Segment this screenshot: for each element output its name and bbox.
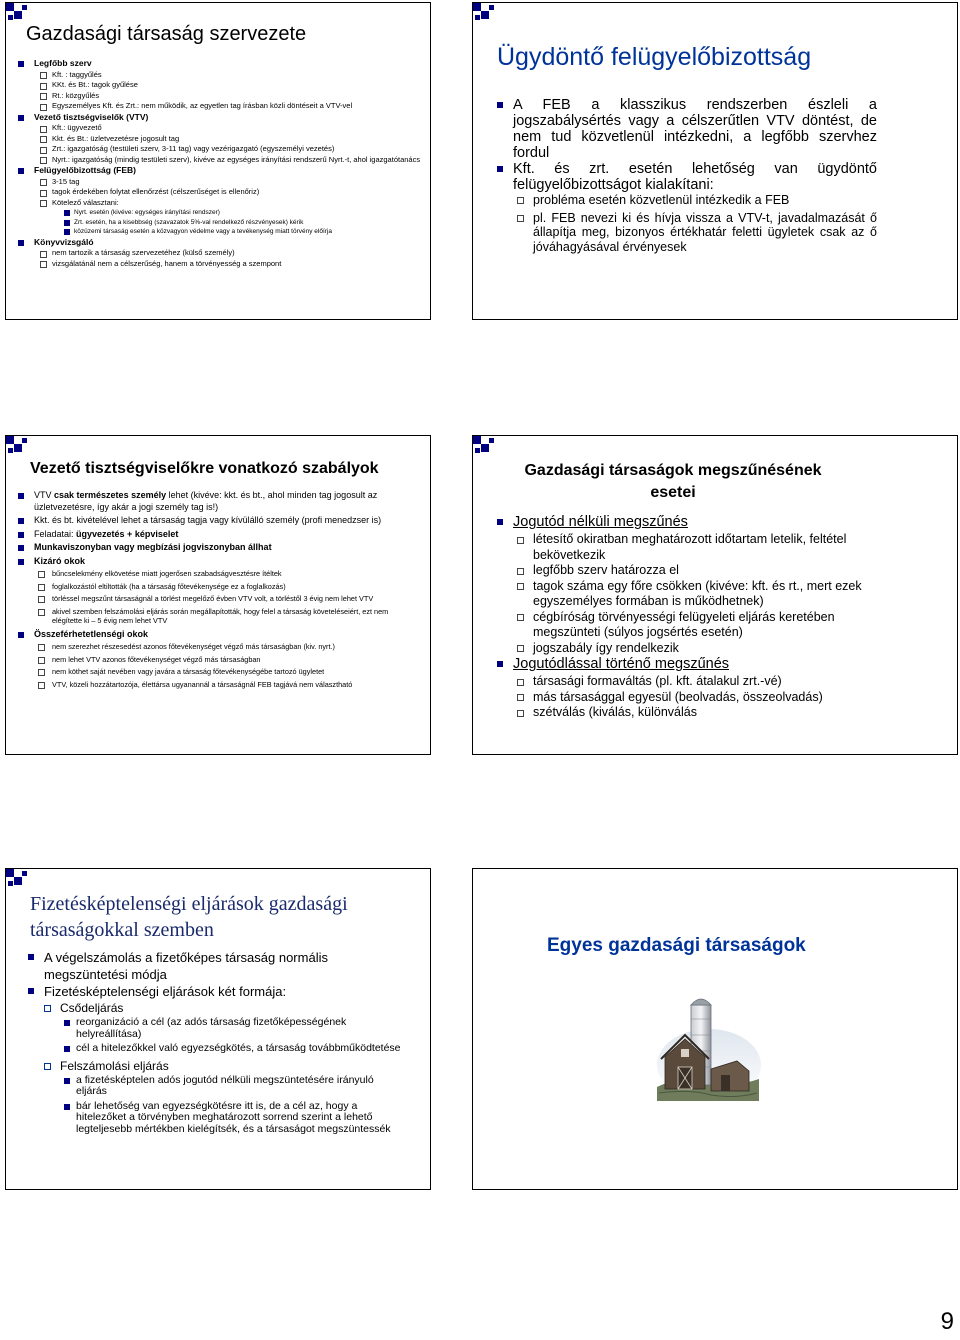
item-text: legfőbb szerv határozza el	[533, 563, 679, 577]
bullet-icon	[40, 179, 47, 186]
list-item	[495, 579, 885, 610]
item-text: Legfőbb szerv	[34, 58, 92, 68]
bullet-icon	[497, 102, 503, 108]
list-item	[16, 594, 416, 604]
list-item	[16, 198, 424, 209]
bullet-icon	[64, 229, 70, 235]
list-item	[16, 91, 424, 102]
bullet-icon	[64, 210, 70, 216]
slide-title: Egyes gazdasági társaságok	[547, 935, 806, 956]
list-item	[16, 144, 424, 155]
bullet-icon	[44, 1005, 51, 1012]
item-text: bűncselekmény elkövetése miatt jogerősen szabadságvesztésre ítéltek	[52, 569, 282, 578]
bullet-icon	[18, 168, 24, 174]
list-item	[495, 674, 885, 690]
bullet-icon	[64, 1046, 70, 1052]
item-text: Nyrt.: igazgatóság (mindig testületi szerv), kivéve az egységes irányítási rendszerű Nyrt.-t, ahol igazgatótanács	[52, 154, 421, 164]
farm-barn-silo-image	[651, 995, 761, 1105]
list-item	[16, 177, 424, 188]
list-item	[16, 629, 416, 641]
slide-3	[5, 435, 431, 755]
bullet-icon	[18, 632, 24, 638]
list-item	[495, 97, 877, 161]
list-item	[16, 655, 416, 665]
item-text: vizsgálatánál nem a célszerűség, hanem a törvényesség a szempont	[52, 258, 282, 268]
list-item	[16, 667, 416, 677]
item-text: létesítő okiratban meghatározott időtartam letelik, feltétel bekövetkezik	[533, 532, 847, 562]
bullet-icon	[40, 72, 47, 79]
slide-4	[472, 435, 958, 755]
bullet-icon	[40, 93, 47, 100]
item-text: Kft. : taggyűlés	[52, 69, 102, 79]
bullet-icon	[497, 519, 503, 525]
list-item	[16, 529, 416, 541]
item-text: nem tartozik a társaság szervezetéhez (külső személy)	[52, 248, 235, 257]
bullet-icon	[40, 136, 47, 143]
bullet-icon	[517, 537, 524, 544]
item-text: Könyvvizsgáló	[34, 236, 94, 247]
item-text: Fizetésképtelenségi eljárások két formája:	[44, 984, 287, 999]
list-item	[495, 211, 877, 255]
list-item	[495, 656, 885, 673]
list-item	[16, 680, 416, 690]
bullet-icon	[40, 261, 47, 268]
list-item	[495, 193, 877, 208]
slide-bullet-list	[16, 58, 424, 269]
bullet-icon	[44, 1063, 51, 1070]
item-text: Nyrt. esetén (kivéve: egységes irányítási rendszer)	[74, 209, 220, 216]
item-text: 3-15 tag	[52, 176, 80, 186]
list-item	[495, 690, 885, 706]
list-item	[16, 237, 424, 249]
list-item	[16, 112, 424, 124]
list-item	[16, 248, 424, 259]
bullet-icon	[18, 518, 24, 524]
item-text: közüzemi társaság esetén a közvagyon védelme vagy a tevékenység miatt törvény előírja	[74, 228, 332, 235]
item-text: Zrt. esetén, ha a kisebbség (szavazatok 5%-val rendelkező részvényesek) kérik	[74, 218, 304, 226]
bullet-icon	[517, 694, 524, 701]
list-item	[495, 610, 885, 641]
list-item	[16, 58, 424, 70]
item-text: törléssel megszűnt társaságnál a törlést megelőző évben VTV volt, a törléstől 3 évig nem lehet VTV	[52, 594, 374, 603]
list-item	[495, 514, 885, 531]
item-text: Felügyelőbizottság (FEB)	[34, 165, 136, 175]
list-item	[26, 1101, 406, 1136]
item-text: nem köthet saját nevében vagy javára a társaság főtevékenységébe tartozó ügyletet	[52, 667, 325, 676]
slide-corner-decoration	[473, 436, 495, 456]
bullet-icon	[18, 61, 24, 67]
item-text: Feladatai:	[34, 528, 77, 539]
slide-5	[5, 868, 431, 1190]
item-text: Kizáró okok	[34, 555, 86, 566]
list-item	[16, 259, 424, 270]
list-item	[16, 582, 416, 592]
item-text: VTV, közeli hozzátartozója, élettársa ugyanannál a társaságnál FEB tagjává nem választható	[52, 679, 353, 689]
bullet-icon	[64, 220, 70, 226]
bullet-icon	[517, 568, 524, 575]
bullet-icon	[38, 657, 45, 664]
item-text: Csődeljárás	[60, 1001, 124, 1015]
bullet-icon	[497, 661, 503, 667]
item-text: Összeférhetetlenségi okok	[34, 628, 149, 639]
list-item	[16, 515, 416, 527]
slide-corner-decoration	[6, 869, 28, 889]
item-text: cégbíróság törvényességi felügyeleti eljárás keretében megszünteti (súlyos jogsértés esetén)	[533, 609, 835, 639]
page-number: 9	[940, 1308, 954, 1335]
slide-bullet-list	[495, 97, 877, 257]
item-text: probléma esetén közvetlenül intézkedik a FEB	[533, 193, 790, 207]
bullet-icon	[38, 644, 45, 651]
item-text: akivel szemben felszámolási eljárás során megállapították, hogy felel a társaság követeléseiért, ezt nem elégítette ki – 5 évig nem lehet VTV	[52, 606, 389, 625]
slide-bullet-list	[16, 490, 416, 692]
slide-title: Fizetésképtelenségi eljárások gazdasági társaságokkal szemben	[30, 893, 348, 941]
list-item	[26, 1075, 406, 1098]
item-text: KKt. és Bt.: tagok gyűlése	[52, 80, 138, 89]
item-text: Zrt.: igazgatóság (testületi szerv, 3-11 tag) vagy vezérigazgató (egyszemélyi vezetés)	[52, 144, 335, 153]
bullet-icon	[40, 83, 47, 90]
list-item	[26, 1017, 406, 1040]
bullet-icon	[40, 251, 47, 258]
bullet-icon	[40, 190, 47, 197]
item-text: nem lehet VTV azonos főtevékenységet végző más társaságban	[52, 654, 261, 664]
item-text: nem szerezhet részesedést azonos főtevékenységet végző más társaságban (kiv. nyrt.)	[52, 642, 335, 651]
item-text: társasági formaváltás (pl. kft. átalakul zrt.-vé)	[533, 674, 782, 688]
bullet-icon	[38, 584, 45, 591]
bullet-icon	[64, 1078, 70, 1084]
bullet-icon	[517, 614, 524, 621]
bullet-icon	[18, 240, 24, 246]
item-text: reorganizáció a cél (az adós társaság fizetőképességének helyreállítása)	[76, 1016, 347, 1040]
slide-title: Ügydöntő felügyelőbizottság	[497, 43, 812, 71]
bullet-icon	[38, 669, 45, 676]
list-item	[16, 556, 416, 568]
bullet-icon	[18, 532, 24, 538]
bullet-icon	[38, 682, 45, 689]
list-item	[16, 155, 424, 166]
item-text: VTV	[34, 490, 55, 500]
slide-title: Vezető tisztségviselőkre vonatkozó szabályok	[30, 460, 379, 477]
list-item	[495, 161, 877, 193]
list-item	[16, 208, 424, 218]
item-text: Kft. és zrt. esetén lehetőség van ügydöntő felügyelőbizottságot kialakítani:	[513, 161, 877, 193]
list-item	[16, 607, 416, 626]
list-item	[26, 1043, 406, 1055]
bullet-icon	[38, 571, 45, 578]
slide-1	[5, 2, 431, 320]
item-text: szétválás (kiválás, különválás	[533, 705, 697, 719]
bullet-icon	[40, 104, 47, 111]
item-text: a fizetésképtelen adós jogutód nélküli megszüntetésére irányuló eljárás	[76, 1073, 374, 1097]
list-item	[495, 563, 885, 579]
item-text: Felszámolási eljárás	[60, 1058, 169, 1073]
item-text: pl. FEB nevezi ki és hívja vissza a VTV-t, javadalmazását ő állapítja meg, bizonyos értékhatár feletti ügyletek csak az ő jóváhagyásával érvényesek	[533, 210, 877, 254]
item-text: ügyvezetés + képviselet	[76, 528, 179, 539]
slide-title: Gazdasági társaság szervezete	[26, 23, 307, 45]
item-text: Vezető tisztségviselők (VTV)	[34, 111, 149, 122]
list-item	[495, 532, 885, 563]
item-text: Rt.: közgyűlés	[52, 90, 100, 100]
bullet-icon	[64, 1104, 70, 1110]
list-item	[16, 490, 416, 513]
list-item	[16, 101, 424, 112]
item-text: A végelszámolás a fizetőképes társaság normális megszüntetési módja	[44, 950, 328, 982]
item-text: tagok száma egy főre csökken (kivéve: kft. és rt., mert ezek egyszemélyes formában is működhetnek)	[533, 578, 862, 608]
item-text: más társasággal egyesül (beolvadás, összeolvadás)	[533, 689, 823, 704]
list-item	[495, 705, 885, 721]
bullet-icon	[40, 126, 47, 133]
item-text: csak természetes személy	[54, 490, 167, 500]
list-item	[16, 187, 424, 198]
slide-corner-decoration	[6, 3, 28, 23]
list-item	[26, 1000, 406, 1017]
bullet-icon	[18, 559, 24, 565]
item-text: Jogutódlással történő megszűnés	[513, 656, 730, 672]
list-item	[495, 641, 885, 657]
list-item	[26, 1058, 406, 1075]
item-text: Munkaviszonyban vagy megbízási jogviszonyban állhat	[34, 542, 272, 552]
item-text: Kkt. és bt. kivételével lehet a társaság tagja vagy kívülálló személy (profi menedzser is)	[34, 515, 382, 525]
bullet-icon	[64, 1020, 70, 1026]
bullet-icon	[517, 679, 524, 686]
bullet-icon	[38, 609, 45, 616]
list-item	[16, 218, 424, 228]
bullet-icon	[517, 645, 524, 652]
slide-corner-decoration	[6, 436, 28, 456]
item-text: A FEB a klasszikus rendszerben észleli a jogszabálysértés vagy a célszerűtlen VTV döntést, de nem tud közvetlenül intézkedni, a legfőbb szervhez fordul	[513, 97, 877, 161]
list-item	[26, 949, 406, 983]
item-text: Kkt. és Bt.: üzletvezetésre jogosult tag	[52, 133, 180, 143]
item-text: Kft.: ügyvezető	[52, 123, 102, 132]
list-item	[16, 80, 424, 91]
bullet-icon	[28, 954, 34, 960]
bullet-icon	[517, 197, 524, 204]
item-text: tagok érdekében folytat ellenőrzést (célszerűséget is ellenőriz)	[52, 187, 260, 196]
list-item	[16, 642, 416, 652]
item-text: Jogutód nélküli megszűnés	[513, 514, 688, 530]
bullet-icon	[497, 166, 503, 172]
bullet-icon	[18, 115, 24, 121]
bullet-icon	[40, 147, 47, 154]
item-text: Egyszemélyes Kft. és Zrt.: nem működik, az egyetlen tag írásban közli döntéseit a VTV-vel	[52, 101, 353, 110]
bullet-icon	[18, 493, 24, 499]
bullet-icon	[28, 988, 34, 994]
bullet-icon	[18, 545, 24, 551]
bullet-icon	[40, 200, 47, 207]
slide-bullet-list	[495, 514, 885, 721]
bullet-icon	[517, 710, 524, 717]
list-item	[26, 983, 406, 1000]
item-text: jogszabály így rendelkezik	[533, 640, 679, 655]
item-text: Kötelező választani:	[52, 197, 119, 207]
slide-title: Gazdasági társaságok megszűnésének esetei	[524, 462, 822, 501]
item-text: lehet (kivéve: kkt. és bt., ahol minden tag jogosult az üzletvezetésre, így akár a jogi személy tag is!)	[34, 490, 378, 512]
slide-2	[472, 2, 958, 320]
slide-bullet-list	[26, 949, 406, 1138]
slide-corner-decoration	[473, 3, 495, 23]
list-item	[16, 542, 416, 554]
list-item	[16, 123, 424, 134]
bullet-icon	[38, 596, 45, 603]
list-item	[16, 134, 424, 145]
bullet-icon	[517, 215, 524, 222]
item-text: cél a hitelezőkkel való egyezségkötés, a társaság továbbműködtetése	[76, 1042, 401, 1054]
slide-6	[472, 868, 958, 1190]
item-text: foglalkozástól eltiltották (ha a társaság főtevékenysége ez a foglalkozás)	[52, 581, 286, 591]
bullet-icon	[40, 157, 47, 164]
item-text: bár lehetőség van egyezségkötésre itt is, de a cél az, hogy a hitelezőket a törvényben meghatározott sorrend szerint a lehető legteljesebb mértékben kielégítsék, és a társaságot megszüntessék	[76, 1099, 391, 1135]
list-item	[16, 70, 424, 81]
bullet-icon	[517, 583, 524, 590]
list-item	[16, 569, 416, 579]
list-item	[16, 227, 424, 237]
list-item	[16, 165, 424, 177]
